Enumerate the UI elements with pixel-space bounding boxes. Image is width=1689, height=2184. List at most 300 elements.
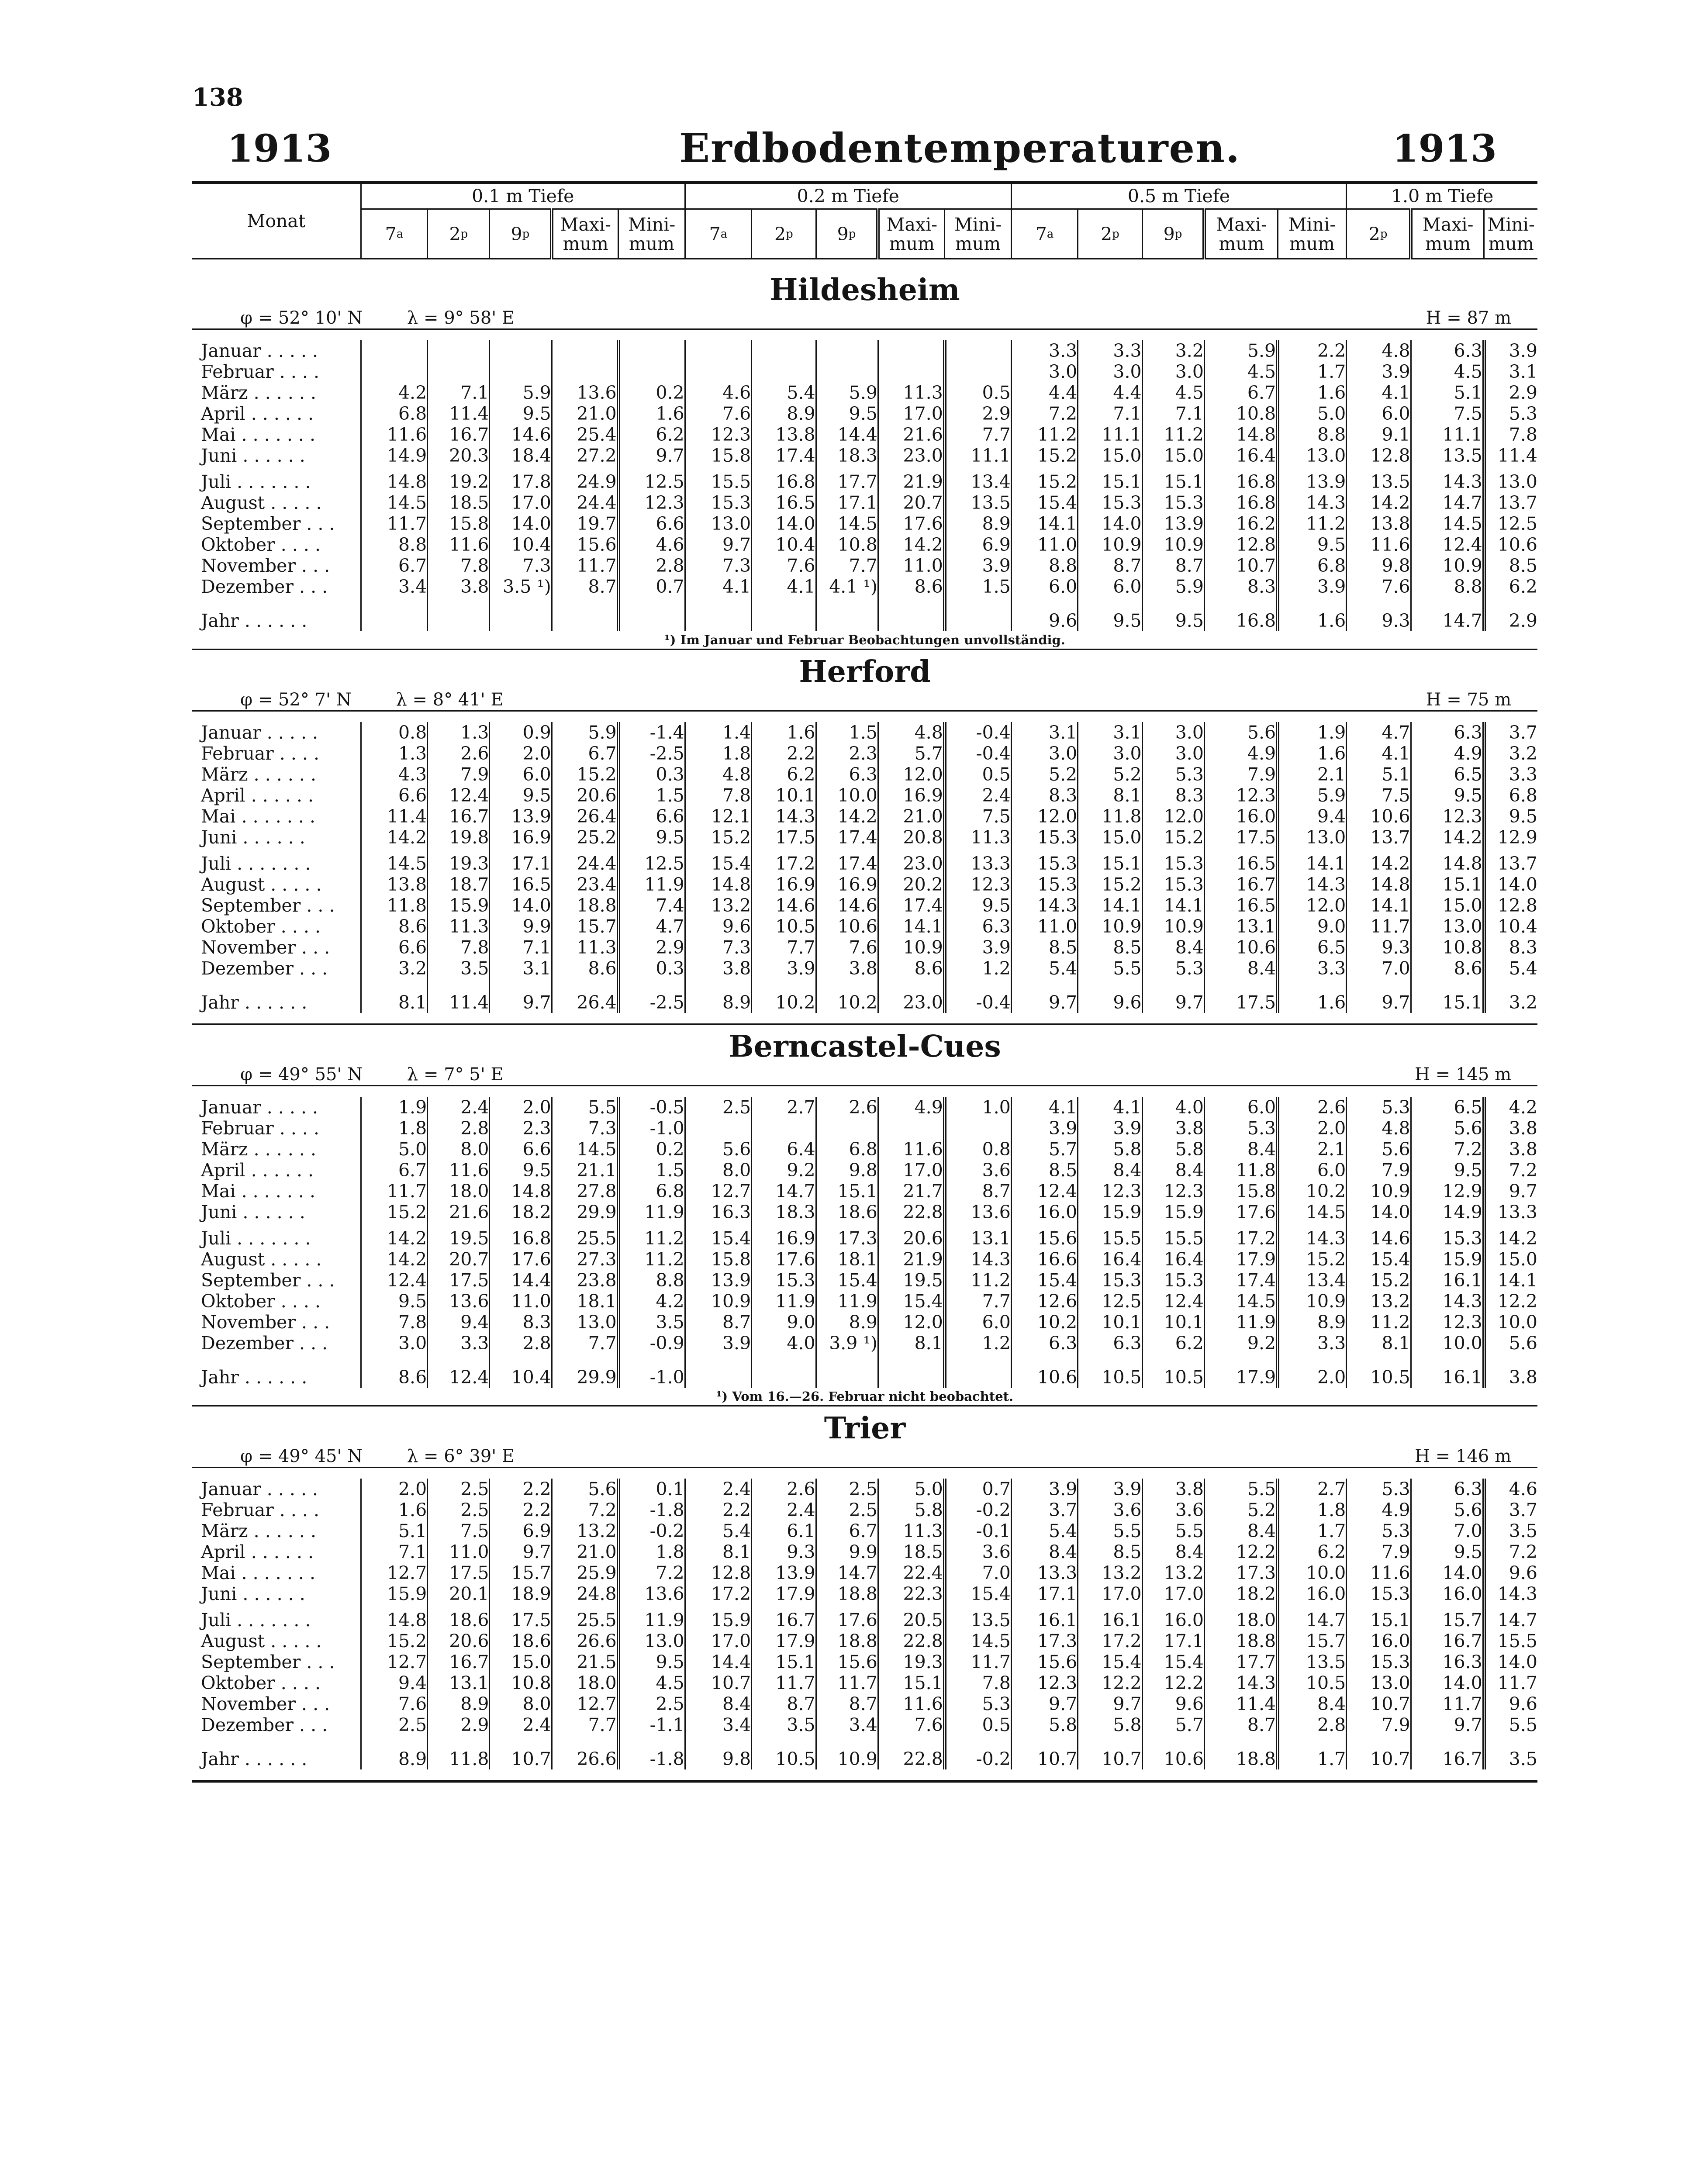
- data-cell: 7.1: [1078, 403, 1142, 424]
- data-cell: 3.3: [1278, 1333, 1347, 1354]
- data-cell: 8.5: [1011, 1160, 1078, 1181]
- data-cell: 3.4: [361, 576, 427, 597]
- data-cell: 18.6: [816, 1202, 878, 1223]
- data-cell: 13.8: [361, 874, 427, 895]
- data-cell: 10.5: [1142, 1354, 1204, 1388]
- data-cell: 15.4: [878, 1291, 944, 1312]
- data-cell: -1.8: [618, 1735, 685, 1769]
- data-cell: 15.3: [1347, 1583, 1411, 1604]
- data-cell: 5.6: [1204, 722, 1278, 743]
- data-cell: 12.5: [1484, 513, 1537, 534]
- data-cell: 5.9: [1142, 576, 1204, 597]
- data-cell: 16.4: [1078, 1249, 1142, 1270]
- data-cell: 12.2: [1204, 1541, 1278, 1562]
- header-time-c2: [1078, 209, 1142, 259]
- data-cell: 12.5: [618, 466, 685, 492]
- data-cell: 15.3: [1411, 1223, 1484, 1249]
- data-cell: 9.5: [490, 403, 552, 424]
- data-cell: 15.9: [1142, 1202, 1204, 1223]
- month-label: April . . . . . .: [201, 1160, 314, 1181]
- data-cell: 12.0: [878, 764, 944, 785]
- data-cell: 15.8: [1204, 1181, 1278, 1202]
- data-cell: 3.8: [1142, 1479, 1204, 1500]
- data-cell: 14.7: [1484, 1604, 1537, 1631]
- header-time-c9: [1142, 209, 1204, 259]
- data-cell: 6.3: [1411, 1479, 1484, 1500]
- data-cell: 2.5: [361, 1714, 427, 1735]
- data-cell: 10.9: [816, 1735, 878, 1769]
- data-cell: 26.6: [552, 1735, 618, 1769]
- data-cell: 5.3: [1347, 1521, 1411, 1541]
- data-cell: 12.3: [1078, 1181, 1142, 1202]
- data-cell: 8.7: [552, 576, 618, 597]
- data-cell: [752, 1354, 816, 1388]
- header-mum-label: mum: [1488, 233, 1534, 254]
- table-row: [192, 1139, 1537, 1160]
- data-cell: [618, 361, 685, 382]
- data-cell: 23.0: [878, 979, 944, 1013]
- data-cell: 2.8: [618, 555, 685, 576]
- data-cell: 9.4: [1278, 806, 1347, 827]
- data-cell: 0.7: [618, 576, 685, 597]
- data-cell: -0.2: [618, 1521, 685, 1541]
- data-cell: 6.0: [1278, 1160, 1347, 1181]
- data-cell: 14.0: [1411, 1562, 1484, 1583]
- data-cell: 16.8: [1204, 597, 1278, 631]
- data-cell: 7.7: [945, 1291, 1012, 1312]
- data-cell: 14.2: [816, 806, 878, 827]
- data-cell: 17.3: [1204, 1562, 1278, 1583]
- data-cell: 20.6: [878, 1223, 944, 1249]
- data-cell: 12.3: [1011, 1673, 1078, 1693]
- data-cell: 2.4: [945, 785, 1012, 806]
- data-cell: 3.9: [945, 555, 1012, 576]
- data-cell: 9.6: [1011, 597, 1078, 631]
- data-cell: 16.5: [1204, 848, 1278, 874]
- data-cell: 2.0: [490, 1097, 552, 1118]
- data-cell: 8.1: [878, 1333, 944, 1354]
- data-cell: 15.7: [552, 916, 618, 937]
- data-cell: 18.8: [1204, 1631, 1278, 1652]
- data-cell: 5.3: [1142, 764, 1204, 785]
- data-cell: 5.9: [490, 382, 552, 403]
- data-cell: [816, 361, 878, 382]
- data-cell: 14.1: [1078, 895, 1142, 916]
- data-cell: 1.8: [1278, 1500, 1347, 1521]
- data-cell: 6.8: [618, 1181, 685, 1202]
- data-cell: 11.7: [1347, 916, 1411, 937]
- data-cell: 15.7: [1411, 1604, 1484, 1631]
- data-cell: 14.5: [816, 513, 878, 534]
- data-cell: 12.7: [361, 1562, 427, 1583]
- data-cell: 4.5: [1142, 382, 1204, 403]
- data-cell: 13.2: [1142, 1562, 1204, 1583]
- data-cell: -0.4: [945, 743, 1012, 764]
- data-cell: 14.6: [1347, 1223, 1411, 1249]
- data-cell: 2.2: [490, 1500, 552, 1521]
- data-cell: 8.4: [1142, 937, 1204, 958]
- data-cell: 13.4: [1278, 1270, 1347, 1291]
- header-row-depths: [192, 183, 1537, 209]
- data-cell: 3.5: [1484, 1735, 1537, 1769]
- data-cell: 8.3: [1011, 785, 1078, 806]
- data-cell: 6.8: [1484, 785, 1537, 806]
- data-cell: 18.1: [816, 1249, 878, 1270]
- data-cell: 12.4: [361, 1270, 427, 1291]
- data-cell: 13.5: [1347, 466, 1411, 492]
- data-cell: 13.9: [490, 806, 552, 827]
- data-cell: 10.9: [1078, 534, 1142, 555]
- data-cell: 12.0: [1278, 895, 1347, 916]
- data-cell: 13.9: [685, 1270, 751, 1291]
- data-cell: -1.4: [618, 722, 685, 743]
- data-cell: 4.3: [361, 764, 427, 785]
- data-cell: 15.1: [1411, 979, 1484, 1013]
- data-cell: 7.5: [1411, 403, 1484, 424]
- data-cell: [552, 597, 618, 631]
- month-label: Oktober . . . .: [201, 916, 321, 937]
- header-time-label: 2: [449, 223, 461, 245]
- data-cell: 8.4: [1142, 1160, 1204, 1181]
- footnote-row: [192, 1388, 1537, 1406]
- data-cell: 4.4: [1011, 382, 1078, 403]
- data-cell: 7.1: [428, 382, 490, 403]
- data-cell: 6.2: [1278, 1541, 1347, 1562]
- data-cell: [945, 340, 1012, 361]
- table-row: [192, 1673, 1537, 1693]
- data-cell: 11.6: [878, 1693, 944, 1714]
- data-cell: 11.2: [1278, 513, 1347, 534]
- data-cell: 15.1: [878, 1673, 944, 1693]
- header-mini-label: Mini-: [954, 214, 1002, 235]
- data-cell: 3.2: [1484, 979, 1537, 1013]
- data-cell: -1.0: [618, 1354, 685, 1388]
- data-cell: 15.9: [361, 1583, 427, 1604]
- data-cell: 2.2: [752, 743, 816, 764]
- month-label: Februar . . . .: [201, 361, 320, 382]
- data-cell: 2.6: [816, 1097, 878, 1118]
- data-cell: 24.9: [552, 466, 618, 492]
- data-cell: 6.7: [361, 1160, 427, 1181]
- data-cell: 16.0: [1204, 806, 1278, 827]
- table-row: [192, 1249, 1537, 1270]
- data-cell: 13.0: [1484, 466, 1537, 492]
- data-cell: 7.8: [1484, 424, 1537, 445]
- data-cell: -2.5: [618, 979, 685, 1013]
- data-cell: 9.3: [1347, 597, 1411, 631]
- data-cell: 3.9: [1078, 1479, 1142, 1500]
- data-cell: 3.1: [1011, 722, 1078, 743]
- data-cell: 4.7: [618, 916, 685, 937]
- month-label: Jahr . . . . . .: [201, 1367, 307, 1388]
- data-cell: 7.5: [1347, 785, 1411, 806]
- data-cell: 7.1: [490, 937, 552, 958]
- data-cell: 11.2: [945, 1270, 1012, 1291]
- data-cell: 5.4: [1011, 958, 1078, 979]
- data-cell: 7.0: [945, 1562, 1012, 1583]
- data-cell: 8.4: [1142, 1541, 1204, 1562]
- data-cell: 3.6: [1078, 1500, 1142, 1521]
- data-cell: -0.5: [618, 1097, 685, 1118]
- data-cell: 5.8: [1078, 1139, 1142, 1160]
- data-cell: 17.7: [1204, 1652, 1278, 1673]
- data-cell: 5.8: [1142, 1139, 1204, 1160]
- data-cell: [878, 1354, 944, 1388]
- data-cell: 10.6: [816, 916, 878, 937]
- data-cell: 11.9: [1204, 1312, 1278, 1333]
- data-cell: 14.5: [361, 848, 427, 874]
- data-cell: 9.6: [685, 916, 751, 937]
- data-cell: 3.1: [1484, 361, 1537, 382]
- data-cell: 13.4: [945, 466, 1012, 492]
- data-cell: 5.5: [1484, 1714, 1537, 1735]
- data-cell: 17.0: [1142, 1583, 1204, 1604]
- data-cell: 1.2: [945, 1333, 1012, 1354]
- data-cell: 10.0: [1411, 1333, 1484, 1354]
- data-cell: 15.9: [685, 1604, 751, 1631]
- data-cell: 1.5: [618, 785, 685, 806]
- station-longitude: λ = 8° 41' E: [396, 690, 504, 710]
- table-row: [192, 1202, 1537, 1223]
- data-cell: 6.7: [1204, 382, 1278, 403]
- data-cell: 3.6: [1142, 1500, 1204, 1521]
- data-cell: 6.0: [1011, 576, 1078, 597]
- data-cell: 22.8: [878, 1735, 944, 1769]
- data-cell: 2.0: [361, 1479, 427, 1500]
- data-cell: 5.5: [1078, 1521, 1142, 1541]
- data-cell: 18.6: [490, 1631, 552, 1652]
- data-cell: 16.7: [752, 1604, 816, 1631]
- header-depth-2: 0.2 m Tiefe: [685, 183, 1011, 209]
- header-mum-label: mum: [563, 233, 608, 254]
- data-cell: 27.3: [552, 1249, 618, 1270]
- month-label: April . . . . . .: [201, 1541, 314, 1562]
- data-cell: [816, 1118, 878, 1139]
- header-time-sup: a: [1047, 227, 1054, 241]
- data-cell: 13.3: [1011, 1562, 1078, 1583]
- data-cell: 10.7: [1347, 1735, 1411, 1769]
- data-cell: 11.6: [1347, 534, 1411, 555]
- data-cell: 8.4: [1204, 1521, 1278, 1541]
- data-cell: 9.5: [618, 1652, 685, 1673]
- data-cell: 7.2: [1484, 1160, 1537, 1181]
- data-cell: 1.6: [1278, 382, 1347, 403]
- data-cell: 3.9: [1278, 576, 1347, 597]
- data-cell: 3.8: [1484, 1118, 1537, 1139]
- data-cell: 10.1: [752, 785, 816, 806]
- table-row: [192, 597, 1537, 631]
- data-cell: 17.0: [878, 1160, 944, 1181]
- data-cell: 14.0: [1484, 1652, 1537, 1673]
- data-cell: 15.0: [1411, 895, 1484, 916]
- data-cell: 8.9: [428, 1693, 490, 1714]
- month-label: Juli . . . . . . .: [201, 471, 311, 492]
- data-cell: [752, 340, 816, 361]
- data-cell: 27.2: [552, 445, 618, 466]
- table-row: [192, 1521, 1537, 1541]
- data-cell: 17.9: [752, 1583, 816, 1604]
- data-cell: 7.9: [1347, 1541, 1411, 1562]
- data-cell: -1.1: [618, 1714, 685, 1735]
- data-cell: 4.1: [1078, 1097, 1142, 1118]
- data-cell: 15.2: [685, 827, 751, 848]
- data-cell: 18.2: [1204, 1583, 1278, 1604]
- data-cell: 19.5: [878, 1270, 944, 1291]
- data-cell: 2.6: [1278, 1097, 1347, 1118]
- data-cell: 15.2: [361, 1202, 427, 1223]
- month-label: März . . . . . .: [201, 1139, 317, 1160]
- data-cell: 13.6: [552, 382, 618, 403]
- month-label: September . . .: [201, 1652, 335, 1673]
- station-coord-row: [192, 308, 1537, 329]
- data-cell: 4.1: [1347, 382, 1411, 403]
- data-cell: 6.0: [945, 1312, 1012, 1333]
- data-cell: 13.3: [945, 848, 1012, 874]
- data-cell: 18.8: [816, 1583, 878, 1604]
- data-cell: 2.0: [1278, 1118, 1347, 1139]
- data-cell: 9.4: [361, 1673, 427, 1693]
- month-label: Oktober . . . .: [201, 534, 321, 555]
- data-cell: 14.5: [945, 1631, 1012, 1652]
- month-label: Dezember . . .: [201, 576, 328, 597]
- data-cell: 11.0: [878, 555, 944, 576]
- data-cell: 13.8: [752, 424, 816, 445]
- data-cell: 16.0: [1411, 1583, 1484, 1604]
- data-cell: 5.8: [1011, 1714, 1078, 1735]
- table-row: [192, 466, 1537, 492]
- data-cell: 29.9: [552, 1202, 618, 1223]
- header-time-label: 7: [1035, 223, 1047, 245]
- data-cell: 14.1: [1347, 895, 1411, 916]
- station-name-row: [192, 1024, 1537, 1064]
- data-cell: 12.0: [878, 1312, 944, 1333]
- data-cell: 8.7: [945, 1181, 1012, 1202]
- data-cell: 13.2: [1078, 1562, 1142, 1583]
- data-cell: 9.8: [685, 1735, 751, 1769]
- month-label: Juli . . . . . . .: [201, 1228, 311, 1249]
- page-number: 138: [192, 83, 243, 112]
- station-coord-row: [192, 1446, 1537, 1468]
- data-cell: 17.9: [1204, 1249, 1278, 1270]
- data-cell: 3.8: [816, 958, 878, 979]
- data-cell: 3.6: [945, 1541, 1012, 1562]
- data-cell: 16.8: [490, 1223, 552, 1249]
- data-cell: 3.3: [1078, 340, 1142, 361]
- data-cell: 21.7: [878, 1181, 944, 1202]
- header-maxi-3: [1204, 209, 1278, 259]
- data-cell: [428, 597, 490, 631]
- data-cell: 13.5: [1278, 1652, 1347, 1673]
- data-cell: 8.6: [361, 916, 427, 937]
- data-cell: 6.2: [618, 424, 685, 445]
- data-cell: 5.1: [1411, 382, 1484, 403]
- header-row-columns: [192, 209, 1537, 259]
- data-cell: 15.1: [752, 1652, 816, 1673]
- header-time-label: 7: [709, 223, 721, 245]
- data-cell: 15.2: [361, 1631, 427, 1652]
- data-cell: 14.2: [361, 827, 427, 848]
- data-cell: 11.1: [1078, 424, 1142, 445]
- data-cell: 16.3: [685, 1202, 751, 1223]
- data-cell: 18.0: [1204, 1604, 1278, 1631]
- data-cell: 8.7: [752, 1693, 816, 1714]
- month-label: Dezember . . .: [201, 958, 328, 979]
- month-label: August . . . . .: [201, 492, 322, 513]
- data-cell: 16.7: [1411, 1631, 1484, 1652]
- data-cell: 21.6: [878, 424, 944, 445]
- data-cell: 10.0: [1484, 1312, 1537, 1333]
- data-cell: 13.9: [752, 1562, 816, 1583]
- data-cell: 16.7: [1411, 1735, 1484, 1769]
- data-cell: 15.4: [945, 1583, 1012, 1604]
- data-cell: 22.8: [878, 1631, 944, 1652]
- data-cell: 0.7: [945, 1479, 1012, 1500]
- data-cell: 9.7: [490, 1541, 552, 1562]
- data-cell: 3.8: [1142, 1118, 1204, 1139]
- header-time-sup: a: [396, 227, 404, 241]
- soil-temperature-table: [192, 181, 1537, 1783]
- data-cell: 5.5: [1078, 958, 1142, 979]
- data-cell: 5.0: [1278, 403, 1347, 424]
- data-cell: 3.9 ¹): [816, 1333, 878, 1354]
- data-cell: [490, 340, 552, 361]
- data-cell: 7.7: [816, 555, 878, 576]
- data-cell: 17.0: [685, 1631, 751, 1652]
- data-cell: [878, 597, 944, 631]
- data-cell: 1.3: [361, 743, 427, 764]
- data-cell: 14.3: [1484, 1583, 1537, 1604]
- data-cell: 9.8: [816, 1160, 878, 1181]
- data-cell: 14.9: [361, 445, 427, 466]
- data-cell: 3.7: [1011, 1500, 1078, 1521]
- data-cell: 15.2: [1011, 466, 1078, 492]
- table-row: [192, 1583, 1537, 1604]
- data-cell: [490, 361, 552, 382]
- data-cell: 7.6: [685, 403, 751, 424]
- month-label: Mai . . . . . . .: [201, 424, 315, 445]
- data-cell: 8.5: [1484, 555, 1537, 576]
- data-cell: 14.8: [361, 1604, 427, 1631]
- data-cell: 16.3: [1411, 1652, 1484, 1673]
- data-cell: 9.5: [1142, 597, 1204, 631]
- data-cell: 2.5: [618, 1693, 685, 1714]
- data-cell: 10.7: [490, 1735, 552, 1769]
- data-cell: 13.0: [618, 1631, 685, 1652]
- data-cell: 4.8: [1347, 340, 1411, 361]
- data-cell: 15.1: [1078, 466, 1142, 492]
- data-cell: 2.1: [1278, 1139, 1347, 1160]
- data-cell: 7.3: [685, 937, 751, 958]
- table-row: [192, 764, 1537, 785]
- data-cell: 10.5: [1078, 1354, 1142, 1388]
- data-cell: 18.3: [752, 1202, 816, 1223]
- data-cell: 12.9: [1484, 827, 1537, 848]
- data-cell: [685, 361, 751, 382]
- data-cell: 11.9: [618, 1604, 685, 1631]
- header-mum-label: mum: [1425, 233, 1471, 254]
- month-label: März . . . . . .: [201, 1521, 317, 1541]
- data-cell: [618, 597, 685, 631]
- data-cell: 16.7: [1204, 874, 1278, 895]
- data-cell: 14.7: [1411, 492, 1484, 513]
- data-cell: 14.5: [1411, 513, 1484, 534]
- data-cell: 10.6: [1011, 1354, 1078, 1388]
- data-cell: 23.0: [878, 848, 944, 874]
- data-cell: 4.2: [361, 382, 427, 403]
- data-cell: 9.0: [1278, 916, 1347, 937]
- data-cell: [752, 597, 816, 631]
- data-cell: 3.5: [428, 958, 490, 979]
